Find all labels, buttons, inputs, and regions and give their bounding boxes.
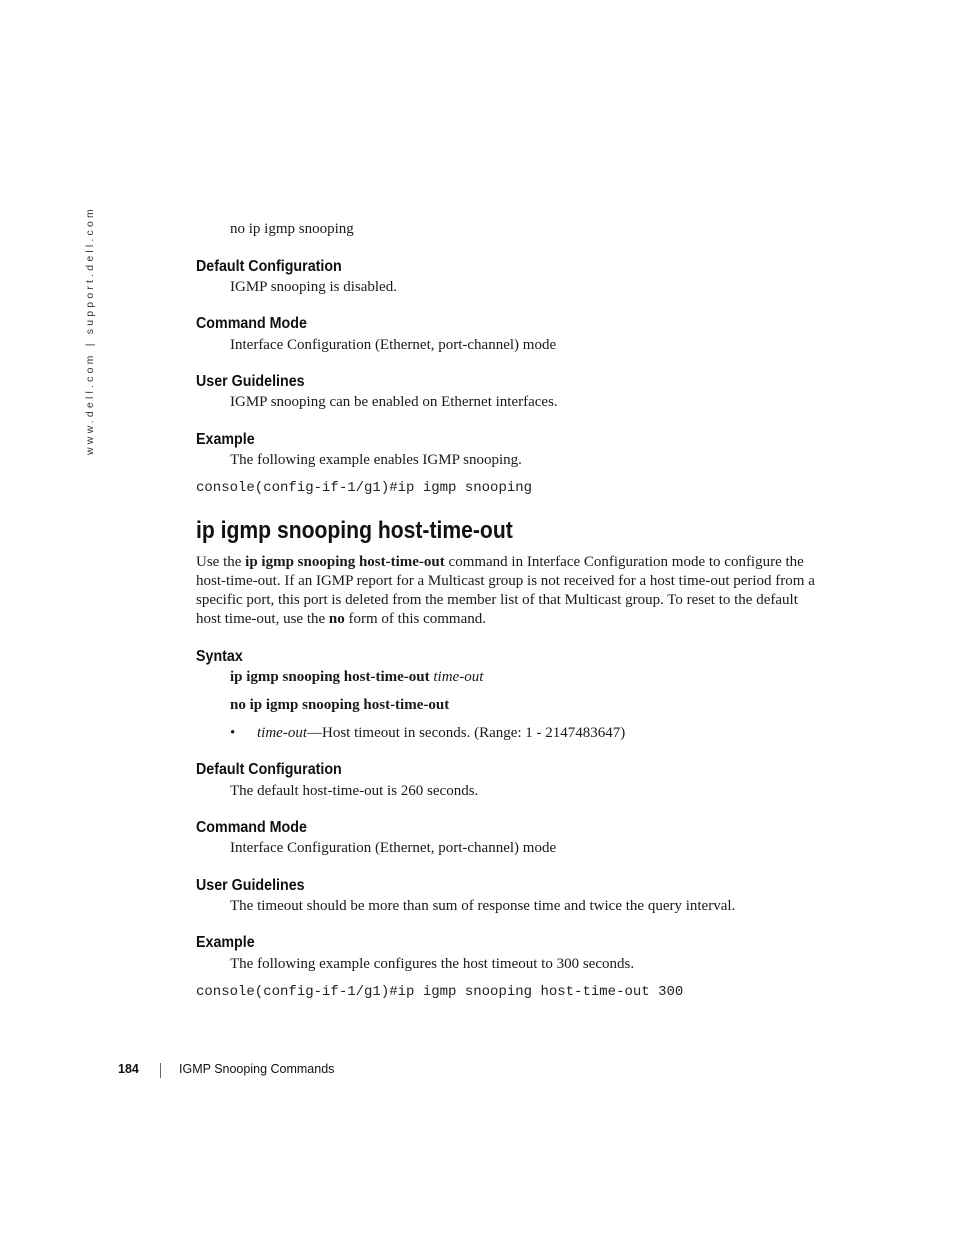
command-mode-text-2: Interface Configuration (Ethernet, port-channel) mode <box>230 840 557 856</box>
syntax-no-command: no ip igmp snooping <box>230 221 354 237</box>
command-mode-text: Interface Configuration (Ethernet, port-channel) mode <box>230 337 557 353</box>
example-text-2: The following example configures the host timeout to 300 seconds. <box>230 956 635 972</box>
intro-no-bold: no <box>328 611 345 627</box>
parameter-desc-text: —Host timeout in seconds. (Range: 1 - 2147483647) <box>307 725 626 741</box>
example-code: console(config-if-1/g1)#ip igmp snooping <box>196 480 533 496</box>
footer-separator <box>160 1063 161 1078</box>
syntax-command <box>230 668 483 687</box>
example-text: The following example enables IGMP snooping. <box>230 452 522 468</box>
command-mode-heading: Command Mode <box>196 315 307 332</box>
default-config-text-2: The default host-time-out is 260 seconds. <box>230 783 479 799</box>
page-number: 184 <box>118 1062 139 1076</box>
user-guidelines-text-2: The timeout should be more than sum of response time and twice the query interval. <box>230 898 736 914</box>
example-heading-2: Example <box>196 934 255 951</box>
default-config-text: IGMP snooping is disabled. <box>230 279 397 295</box>
command-mode-heading-2: Command Mode <box>196 819 307 836</box>
syntax-parameter: time-out <box>433 669 484 685</box>
default-config-heading-2: Default Configuration <box>196 761 342 778</box>
command-title: ip igmp snooping host-time-out <box>196 517 513 544</box>
example-heading: Example <box>196 431 255 448</box>
intro-command-bold: ip igmp snooping host-time-out <box>245 554 445 570</box>
side-url: www.dell.com | support.dell.com <box>84 206 96 455</box>
intro-text-1: Use the <box>196 554 246 570</box>
user-guidelines-heading: User Guidelines <box>196 373 305 390</box>
example-code-2: console(config-if-1/g1)#ip igmp snooping host-time-out 300 <box>196 984 684 1000</box>
user-guidelines-heading-2: User Guidelines <box>196 877 305 894</box>
intro-text-3: form of this command. <box>344 611 486 627</box>
default-config-heading: Default Configuration <box>196 258 342 275</box>
parameter-name: time-out <box>257 725 307 741</box>
chapter-title: IGMP Snooping Commands <box>179 1062 335 1076</box>
user-guidelines-text: IGMP snooping can be enabled on Ethernet interfaces. <box>230 394 558 410</box>
intro-text-2: command in Interface Configuration mode to configure the host-time-out. If an IGMP report for a Multicast group is not received for a host time-out period from a specific port, this port is deleted from the member list of that Multicast group. To reset to the default host time-out, use the <box>196 554 815 627</box>
command-description <box>196 553 816 629</box>
syntax-heading: Syntax <box>196 648 243 665</box>
parameter-description <box>257 724 625 743</box>
syntax-command-name: ip igmp snooping host-time-out <box>230 669 430 685</box>
syntax-no-command-2: no ip igmp snooping host-time-out <box>230 697 450 713</box>
bullet-icon: • <box>230 725 236 741</box>
